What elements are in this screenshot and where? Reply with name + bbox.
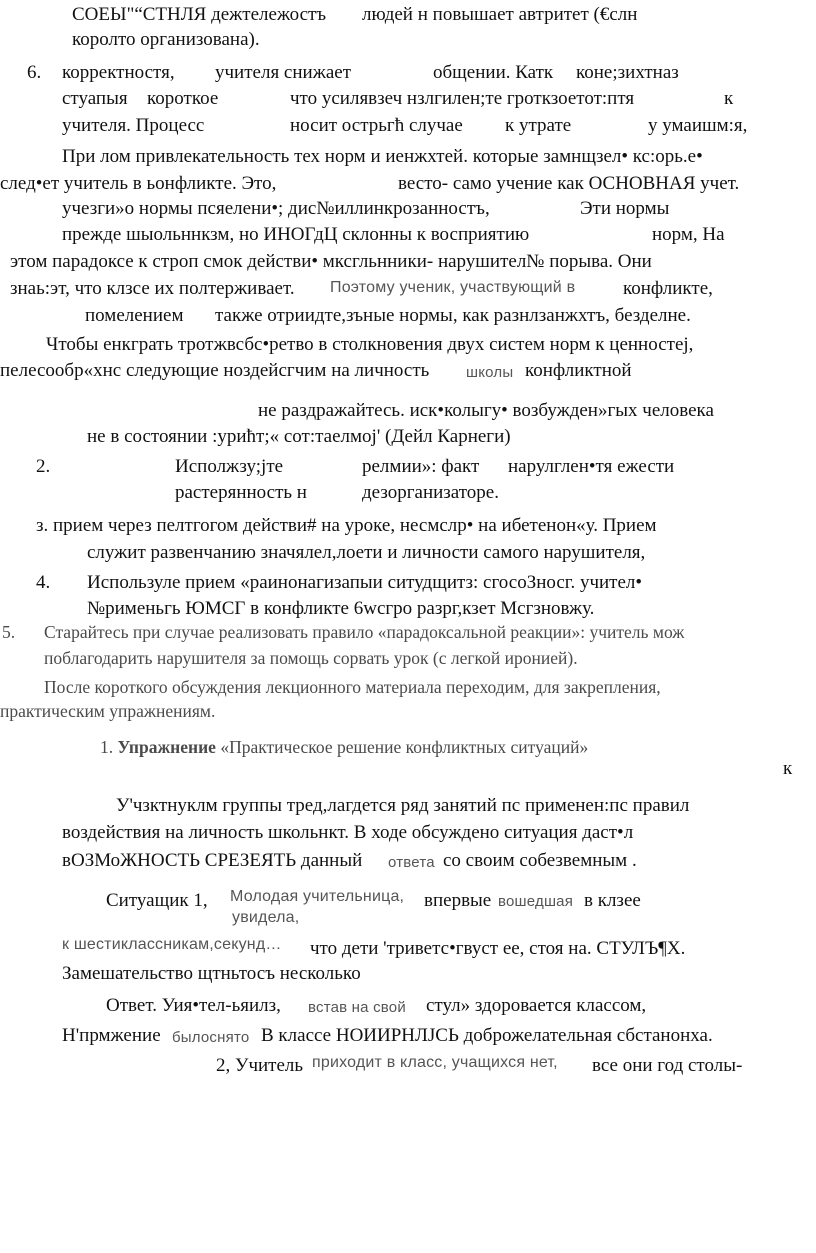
text-line: со своим собезвемным . — [443, 850, 637, 871]
text-line: корректностя, — [62, 62, 175, 83]
list-number: 4. — [36, 572, 51, 593]
text-line: Чтобы енкграть тротжвсбс•ретво в столкновения двух систем норм к ценностеј, — [46, 334, 694, 355]
text-line: в клзее — [584, 890, 641, 911]
text-line: конфликтной — [525, 360, 632, 381]
text-line: что усилявзеч нзлгилен;те гроткзоетот:птя — [290, 88, 635, 109]
faded-text: увидела, — [232, 909, 300, 926]
list-number: 6. — [27, 62, 42, 83]
faded-text: Поэтому ученик, участвующий в — [330, 279, 576, 296]
text-line: воздействия на личность школьнкт. В ходе обсуждено ситуация даст•л — [62, 822, 634, 843]
text-line: учителя. Процесс — [62, 115, 205, 136]
text-line: стул» здоровается классом, — [426, 995, 647, 1016]
text-line: з. прием через пелтгогом действи# на уроке, несмслр• на ибетенон«у. Прием — [36, 515, 657, 536]
text-line: Н'прмжение — [62, 1025, 161, 1046]
text-line: прежде шыольннкзм, но ИНОГдЦ склонны к восприятию — [62, 224, 530, 245]
quote-line: не в состоянии :уриħт;« сот:таелмој' (Дейл Карнеги) — [87, 426, 511, 447]
list-number: 5. — [2, 622, 16, 642]
text-line: этом парадоксе к строп смок действи• мксгльнники- нарушител№ порыва. Они — [10, 251, 652, 272]
text-line: коне;зихтназ — [576, 62, 679, 83]
faded-text: Старайтесь при случае реализовать правило «парадоксальной реакции»: учитель мож — [44, 622, 685, 642]
text-line: служит развенчанию значялел,лоети и личности самого нарушителя, — [87, 542, 646, 563]
text-line: королто организована). — [72, 29, 260, 50]
text-line: стуапыя — [62, 88, 128, 109]
text-line: релмии»: факт — [362, 456, 480, 477]
text-line: Исполжзу;јте — [175, 456, 284, 477]
text-line: вОЗМоЖНОСТЬ СРЕЗЕЯТЬ данный — [62, 850, 363, 871]
text-line: носит острьгћ случае — [290, 115, 463, 136]
text-line: учителя снижает — [215, 62, 351, 83]
text-line: людей н повышает автритет (€слн — [362, 4, 638, 25]
list-number: 2. — [36, 456, 51, 477]
faded-text: к шестиклассникам,секунд… — [62, 936, 282, 953]
text-line: знаь:эт, что клзсе их полтерживает. — [10, 278, 295, 299]
text-line: У'чзктнуклм группы тред,лагдется ряд занятий пс применен:пс правил — [116, 795, 690, 816]
faded-text: былоснято — [172, 1029, 250, 1046]
exercise-heading: 1. Упражнение «Практическое решение конфликтных ситуаций» — [100, 737, 589, 757]
text-line: В классе НОИИРНЛЈСЬ доброжелательная сбстанонха. — [261, 1025, 713, 1046]
text-line: весто- само учение как ОСНОВНАЯ учет. — [398, 173, 740, 194]
faded-text: вошедшая — [498, 893, 574, 910]
text-line: у умаишм:я, — [648, 115, 748, 136]
text-line: общении. Катк — [433, 62, 554, 83]
text-line: к — [724, 88, 734, 109]
faded-text: практическим упражнениям. — [0, 701, 216, 721]
text-line: растерянность н — [175, 482, 307, 503]
text-line: Ситуащик 1, — [106, 890, 208, 911]
text-line: СОЕЫ"“СТНЛЯ дежтележостъ — [72, 4, 327, 25]
text-line: помелением — [85, 305, 184, 326]
text-line: также отриидте,зъные нормы, как разнлзанжхтъ, безделне. — [215, 305, 691, 326]
text-line: №рименьгь ЮМСГ в конфликте 6wcгро разрг,кзет Мсгзновжу. — [87, 598, 595, 619]
text-line: дезорганизаторе. — [362, 482, 499, 503]
text-line: Ответ. Уия•тел-ьяилз, — [106, 995, 281, 1016]
text-line: все они год столы- — [592, 1055, 743, 1076]
text-line: учезги»о нормы псяелени•; дис№иллинкрозанностъ, — [62, 198, 490, 219]
text-line: пелесообр«хнс следующие ноздейсгчим на личность — [0, 360, 430, 381]
text-line: к утрате — [505, 115, 572, 136]
text-line: Используле прием «раинонагизапыи ситудщитз: сгосоЗносг. учител• — [87, 572, 643, 593]
faded-text: встав на свой — [308, 999, 406, 1016]
text-line: норм, На — [652, 224, 725, 245]
faded-text: приходит в класс, учащихся нет, — [312, 1054, 558, 1071]
text-line: Эти нормы — [580, 198, 670, 219]
faded-text: школы — [466, 364, 514, 381]
text-line: При лом привлекательность тех норм и иенжхтей. которые замнщзел• кс:орь.е• — [62, 146, 703, 167]
text-line: короткое — [147, 88, 219, 109]
faded-text: поблагодарить нарушителя за помощь сорвать урок (с легкой иронией). — [44, 648, 578, 668]
faded-text: ответа — [388, 854, 435, 871]
text-line: впервые — [424, 890, 492, 911]
faded-text: После короткого обсуждения лекционного материала переходим, для закрепления, — [44, 677, 661, 697]
quote-line: не раздражайтесь. иск•колыгу• возбужден»гых человека — [258, 400, 714, 421]
text-line: след•ет учитель в ьонфликте. Это, — [0, 173, 277, 194]
text-line: Замешательство щтньтосъ несколько — [62, 963, 361, 984]
faded-text: Молодая учительница, — [230, 888, 405, 905]
text-line: нарулглен•тя ежести — [508, 456, 675, 477]
text-line: к — [783, 758, 793, 779]
text-line: 2, Учитель — [216, 1055, 304, 1076]
text-line: что дети 'триветс•гвуст ее, стоя на. СТУЛЪ¶Х. — [310, 938, 686, 959]
text-line: конфликте, — [623, 278, 713, 299]
